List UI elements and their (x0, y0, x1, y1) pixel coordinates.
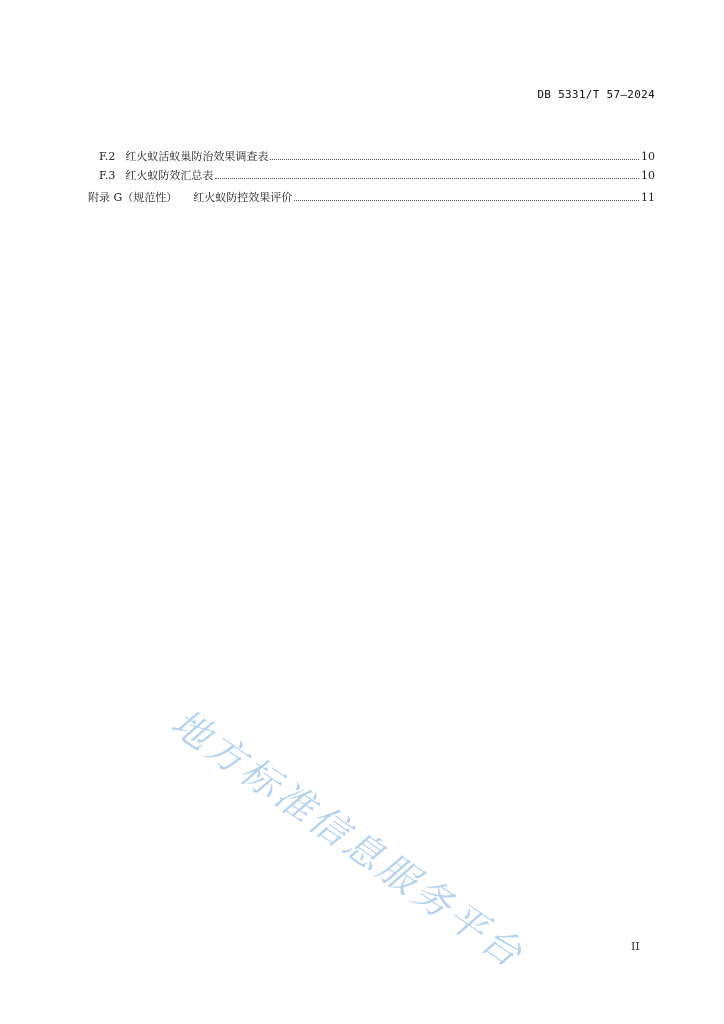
toc-entry-number: F.2 (99, 150, 116, 163)
document-code-header: DB 5331/T 57—2024 (537, 88, 655, 101)
toc-leader-dots (215, 167, 639, 179)
watermark: 地方标准信息服务平台 (163, 700, 533, 978)
toc-leader-dots (270, 148, 639, 160)
toc-leader-dots (294, 189, 639, 201)
toc-entry-f3[interactable] (99, 167, 655, 183)
toc-entry-page: 10 (641, 169, 655, 182)
toc-entry-f2[interactable] (99, 148, 655, 164)
toc-entry-appendix-g[interactable] (88, 189, 655, 205)
toc-entry-page: 11 (641, 191, 655, 204)
toc-entry-title: 红火蚁防控效果评价 (193, 191, 293, 204)
toc-entry-number: F.3 (99, 169, 116, 182)
toc-entry-title: 红火蚁活蚁巢防治效果调查表 (125, 150, 269, 163)
page-number: II (631, 940, 640, 953)
toc-entry-title: 红火蚁防效汇总表 (125, 169, 214, 182)
toc-entry-page: 10 (641, 150, 655, 163)
toc-appendix-prefix: 附录 G（规范性） (88, 191, 178, 204)
